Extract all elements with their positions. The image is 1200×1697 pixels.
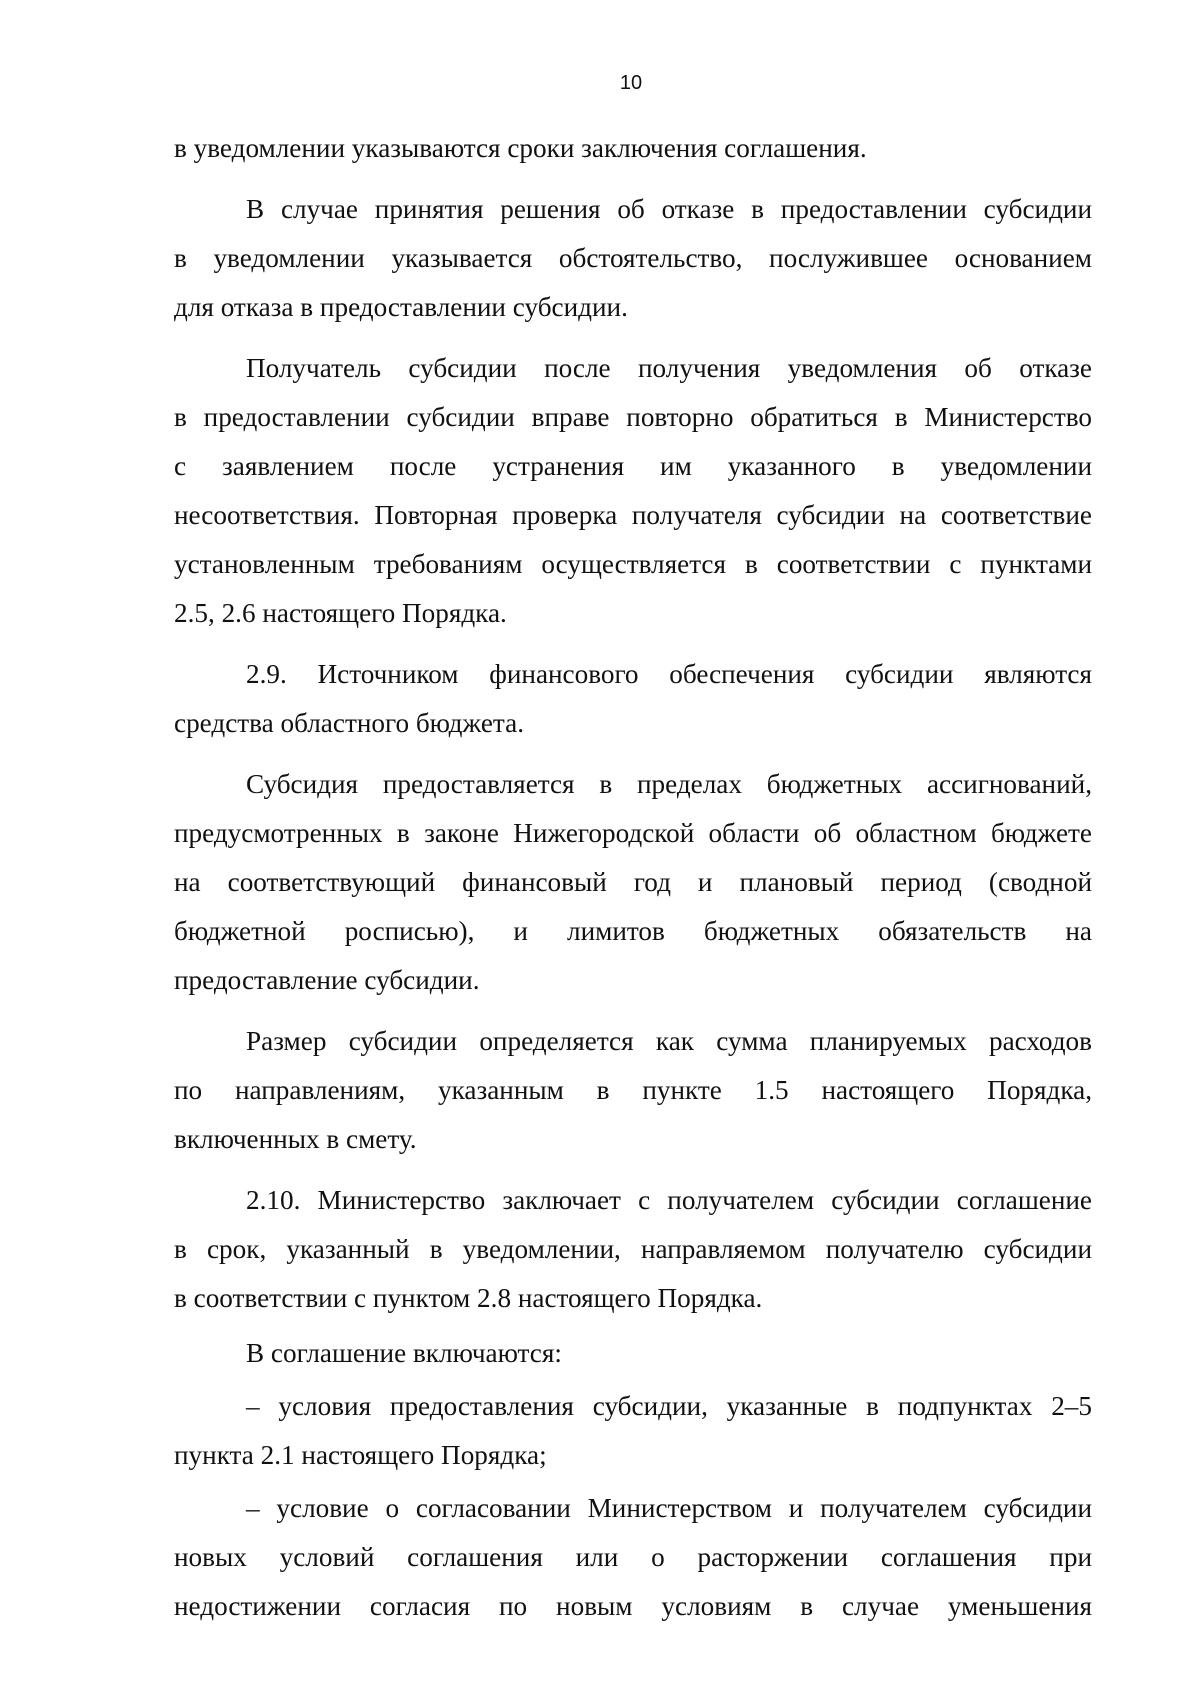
text-line: с заявлением после устранения им указанного в уведомлении bbox=[174, 451, 1092, 481]
text-line: включенных в смету. bbox=[174, 1124, 417, 1154]
paragraph bbox=[174, 344, 1092, 638]
text-line: 2.10. Министерство заключает с получателем субсидии соглашение bbox=[246, 1185, 1092, 1215]
paragraph bbox=[174, 185, 1092, 332]
paragraph bbox=[174, 1382, 1092, 1480]
paragraph bbox=[174, 760, 1092, 1005]
text-line: несоответствия. Повторная проверка получателя субсидии на соответствие bbox=[174, 500, 1092, 530]
text-line: на соответствующий финансовый год и плановый период (сводной bbox=[174, 867, 1092, 897]
paragraph bbox=[174, 1484, 1092, 1631]
text-line: установленным требованиям осуществляется в соответствии с пунктами bbox=[174, 549, 1092, 579]
text-line: – условия предоставления субсидии, указанные в подпунктах 2–5 bbox=[246, 1391, 1092, 1421]
text-line: предоставление субсидии. bbox=[174, 965, 480, 995]
text-line: Размер субсидии определяется как сумма планируемых расходов bbox=[246, 1026, 1092, 1056]
document-body bbox=[174, 124, 1092, 1631]
text-line: недостижении согласия по новым условиям в случае уменьшения bbox=[174, 1591, 1092, 1621]
text-line: 2.5, 2.6 настоящего Порядка. bbox=[174, 598, 507, 628]
text-line: – условие о согласовании Министерством и получателем субсидии bbox=[246, 1493, 1092, 1523]
text-line: в предоставлении субсидии вправе повторно обратиться в Министерство bbox=[174, 402, 1092, 432]
paragraph bbox=[174, 124, 1092, 173]
text-line: В соглашение включаются: bbox=[246, 1338, 562, 1368]
text-line: новых условий соглашения или о расторжении соглашения при bbox=[174, 1542, 1092, 1572]
text-line: в уведомлении указываются сроки заключения соглашения. bbox=[174, 133, 867, 163]
text-line: по направлениям, указанным в пункте 1.5 настоящего Порядка, bbox=[174, 1075, 1092, 1105]
paragraph bbox=[174, 1176, 1092, 1323]
text-line: средства областного бюджета. bbox=[174, 708, 524, 738]
text-line: в соответствии с пунктом 2.8 настоящего Порядка. bbox=[174, 1283, 763, 1313]
paragraph bbox=[174, 650, 1092, 748]
page-number: 10 bbox=[619, 72, 643, 94]
paragraph bbox=[174, 1329, 1092, 1378]
text-line: Получатель субсидии после получения уведомления об отказе bbox=[246, 353, 1092, 383]
text-line: бюджетной росписью), и лимитов бюджетных обязательств на bbox=[174, 916, 1092, 946]
text-line: пункта 2.1 настоящего Порядка; bbox=[174, 1440, 547, 1470]
text-line: В случае принятия решения об отказе в предоставлении субсидии bbox=[246, 194, 1092, 224]
text-line: в срок, указанный в уведомлении, направляемом получателю субсидии bbox=[174, 1234, 1092, 1264]
paragraph bbox=[174, 1017, 1092, 1164]
text-line: в уведомлении указывается обстоятельство, послужившее основанием bbox=[174, 243, 1092, 273]
text-line: предусмотренных в законе Нижегородской области об областном бюджете bbox=[174, 818, 1092, 848]
text-line: 2.9. Источником финансового обеспечения субсидии являются bbox=[246, 659, 1092, 689]
text-line: Субсидия предоставляется в пределах бюджетных ассигнований, bbox=[246, 769, 1092, 799]
text-line: для отказа в предоставлении субсидии. bbox=[174, 292, 628, 322]
